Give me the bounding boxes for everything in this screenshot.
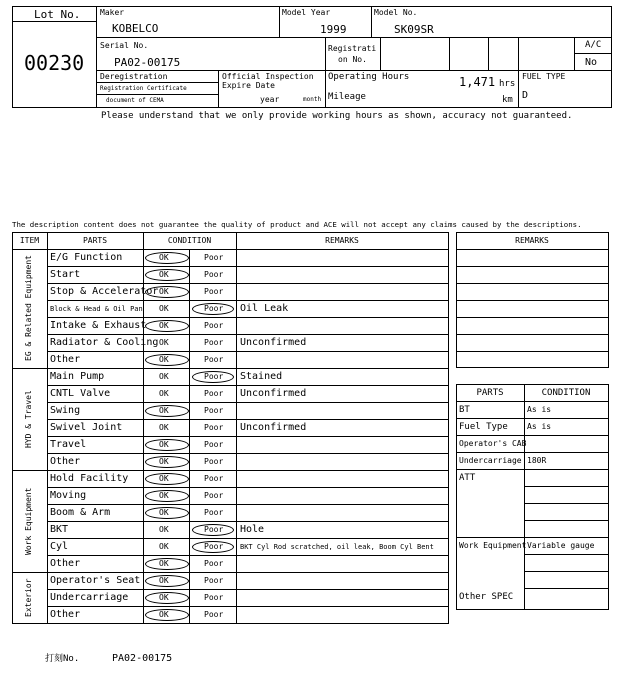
poor-option[interactable]: Poor: [204, 338, 224, 347]
ok-option[interactable]: OK: [159, 440, 169, 449]
poor-option[interactable]: Poor: [204, 321, 224, 330]
remark-text: Unconfirmed: [240, 388, 307, 399]
ok-circle-mark: [145, 609, 189, 621]
group-label: Exterior: [24, 578, 33, 617]
ok-option[interactable]: OK: [159, 287, 169, 296]
stamp-value: PA02-00175: [112, 653, 173, 664]
poor-option[interactable]: Poor: [204, 355, 224, 364]
remark-text: Stained: [240, 371, 283, 382]
poor-option[interactable]: Poor: [204, 253, 224, 262]
ok-option[interactable]: OK: [159, 321, 169, 330]
ok-option[interactable]: OK: [159, 491, 169, 500]
part-label: E/G Function: [50, 252, 123, 263]
ok-circle-mark: [145, 439, 189, 451]
poor-option[interactable]: Poor: [204, 491, 224, 500]
remark-text: Hole: [240, 524, 265, 535]
year-label: year: [260, 95, 280, 104]
lot-label: Lot No.: [34, 8, 81, 21]
ok-circle-mark: [145, 269, 189, 281]
dereg-sub-2: document of CEMA: [106, 97, 164, 104]
km-unit: km: [502, 95, 513, 105]
ok-circle-mark: [145, 252, 189, 264]
part-label: Cyl: [50, 541, 69, 552]
poor-option[interactable]: Poor: [204, 372, 224, 381]
ac-value: No: [585, 57, 598, 68]
part-label: Moving: [50, 490, 87, 501]
serial-value: PA02-00175: [114, 56, 181, 69]
poor-circle-mark: [192, 541, 234, 553]
poor-option[interactable]: Poor: [204, 593, 224, 602]
part-label: CNTL Valve: [50, 388, 111, 399]
hrs-unit: hrs: [499, 79, 516, 89]
poor-option[interactable]: Poor: [204, 559, 224, 568]
spec-part-label: Work Equipment: [459, 541, 527, 550]
spec-parts-header: PARTS: [476, 388, 504, 398]
ok-option[interactable]: OK: [159, 610, 169, 619]
part-label: Radiator & Cooling: [50, 337, 159, 348]
poor-option[interactable]: Poor: [204, 270, 224, 279]
remark-text: Unconfirmed: [240, 337, 307, 348]
condition-header: CONDITION: [167, 236, 212, 245]
ok-option[interactable]: OK: [159, 389, 169, 398]
maker-label: Maker: [100, 8, 125, 17]
part-label: Hold Facility: [50, 473, 129, 484]
month-label: month: [303, 96, 322, 103]
hours-value: 1,471: [459, 75, 496, 89]
side-remarks-header: REMARKS: [515, 236, 549, 245]
poor-option[interactable]: Poor: [204, 304, 224, 313]
ok-option[interactable]: OK: [159, 474, 169, 483]
part-label: Start: [50, 269, 81, 280]
part-label: Boom & Arm: [50, 507, 111, 518]
poor-option[interactable]: Poor: [204, 389, 224, 398]
ok-option[interactable]: OK: [159, 559, 169, 568]
remarks-header: REMARKS: [325, 236, 359, 245]
registration-label-2: on No.: [338, 55, 367, 64]
registration-label-1: Registrati: [328, 44, 377, 53]
poor-circle-mark: [192, 303, 234, 315]
poor-option[interactable]: Poor: [204, 610, 224, 619]
part-label: Stop & Accelerator: [50, 286, 159, 297]
spec-condition-value: As is: [527, 422, 552, 431]
ok-circle-mark: [145, 286, 189, 298]
part-label: Other: [50, 609, 81, 620]
part-label: Other: [50, 354, 81, 365]
ok-circle-mark: [145, 592, 189, 604]
ok-option[interactable]: OK: [159, 355, 169, 364]
model-year-label: Model Year: [282, 8, 331, 17]
ok-option[interactable]: OK: [159, 304, 169, 313]
model-no-value: SK09SR: [394, 23, 434, 36]
part-label: Other: [50, 558, 81, 569]
ok-option[interactable]: OK: [159, 525, 169, 534]
spec-condition-value: As is: [527, 405, 552, 414]
ok-option[interactable]: OK: [159, 593, 169, 602]
ok-circle-mark: [145, 473, 189, 485]
spec-part-label: Fuel Type: [459, 422, 508, 432]
serial-label: Serial No.: [100, 41, 149, 50]
spec-part-label: ATT: [459, 473, 476, 483]
ok-option[interactable]: OK: [159, 508, 169, 517]
group-label: Work Equipment: [24, 487, 33, 555]
ok-option[interactable]: OK: [159, 457, 169, 466]
inspection-label-2: Expire Date: [222, 81, 275, 90]
spec-part-label: Other SPEC: [459, 592, 514, 602]
ok-option[interactable]: OK: [159, 372, 169, 381]
poor-circle-mark: [192, 371, 234, 383]
part-label: Other: [50, 456, 81, 467]
poor-option[interactable]: Poor: [204, 440, 224, 449]
ok-option[interactable]: OK: [159, 338, 169, 347]
poor-option[interactable]: Poor: [204, 474, 224, 483]
inspection-label-1: Official Inspection: [222, 72, 314, 81]
ok-circle-mark: [145, 354, 189, 366]
poor-option[interactable]: Poor: [204, 525, 224, 534]
remark-text: Unconfirmed: [240, 422, 307, 433]
part-label: Operator's Seat: [50, 575, 141, 586]
poor-option[interactable]: Poor: [204, 542, 224, 551]
part-label: Main Pump: [50, 371, 105, 382]
ok-option[interactable]: OK: [159, 270, 169, 279]
maker-value: KOBELCO: [112, 22, 159, 35]
poor-option[interactable]: Poor: [204, 423, 224, 432]
poor-option[interactable]: Poor: [204, 508, 224, 517]
part-label: Undercarriage: [50, 592, 129, 603]
ok-option[interactable]: OK: [159, 253, 169, 262]
part-label: Intake & Exhaust: [50, 320, 147, 331]
fuel-type-value: D: [522, 90, 529, 101]
ok-option[interactable]: OK: [159, 406, 169, 415]
spec-part-label: BT: [459, 405, 470, 415]
group-label: HYD & Travel: [24, 390, 33, 448]
group-label: EG & Related Equipment: [24, 255, 33, 362]
ok-circle-mark: [145, 320, 189, 332]
hours-label: Operating Hours: [328, 72, 410, 82]
ok-option[interactable]: OK: [159, 542, 169, 551]
part-label: Swivel Joint: [50, 422, 123, 433]
dereg-label: Deregistration: [100, 72, 168, 81]
accuracy-notice: Please understand that we only provide working hours as shown, accuracy not guaranteed.: [101, 111, 573, 121]
ok-circle-mark: [145, 507, 189, 519]
model-year-value: 1999: [320, 23, 347, 36]
poor-option[interactable]: Poor: [204, 406, 224, 415]
remark-text: Oil Leak: [240, 303, 289, 314]
dereg-sub-1: Registration Certificate: [100, 85, 187, 92]
part-label: Block & Head & Oil Pan: [50, 305, 143, 313]
poor-circle-mark: [192, 524, 234, 536]
stamp-label: 打刻No.: [45, 654, 80, 664]
ok-circle-mark: [145, 490, 189, 502]
fuel-type-label: FUEL TYPE: [522, 72, 566, 81]
ok-circle-mark: [145, 456, 189, 468]
spec-part-label: Undercarriage: [459, 456, 522, 465]
ok-option[interactable]: OK: [159, 576, 169, 585]
ok-option[interactable]: OK: [159, 423, 169, 432]
spec-part-label: Operator's CAB: [459, 439, 527, 448]
poor-option[interactable]: Poor: [204, 457, 224, 466]
parts-header: PARTS: [82, 236, 108, 245]
spec-condition-value: 180R: [527, 456, 547, 465]
part-label: BKT: [50, 524, 69, 535]
ok-circle-mark: [145, 575, 189, 587]
ac-label: A/C: [585, 40, 602, 50]
lot-number: 00230: [24, 51, 85, 75]
mileage-label: Mileage: [328, 92, 366, 102]
spec-condition-header: CONDITION: [541, 388, 591, 398]
poor-option[interactable]: Poor: [204, 576, 224, 585]
ok-circle-mark: [145, 405, 189, 417]
ok-circle-mark: [145, 558, 189, 570]
model-no-label: Model No.: [374, 8, 418, 17]
remark-text: BKT Cyl Rod scratched, oil leak, Boom Cyl Bent: [240, 543, 434, 551]
item-header: ITEM: [19, 236, 40, 245]
part-label: Swing: [50, 405, 81, 416]
spec-condition-value: Variable gauge: [527, 541, 595, 550]
part-label: Travel: [50, 439, 87, 450]
poor-option[interactable]: Poor: [204, 287, 224, 296]
disclaimer: The description content does not guarantee the quality of product and ACE will not accept any claims caused by the descriptions.: [12, 220, 582, 229]
